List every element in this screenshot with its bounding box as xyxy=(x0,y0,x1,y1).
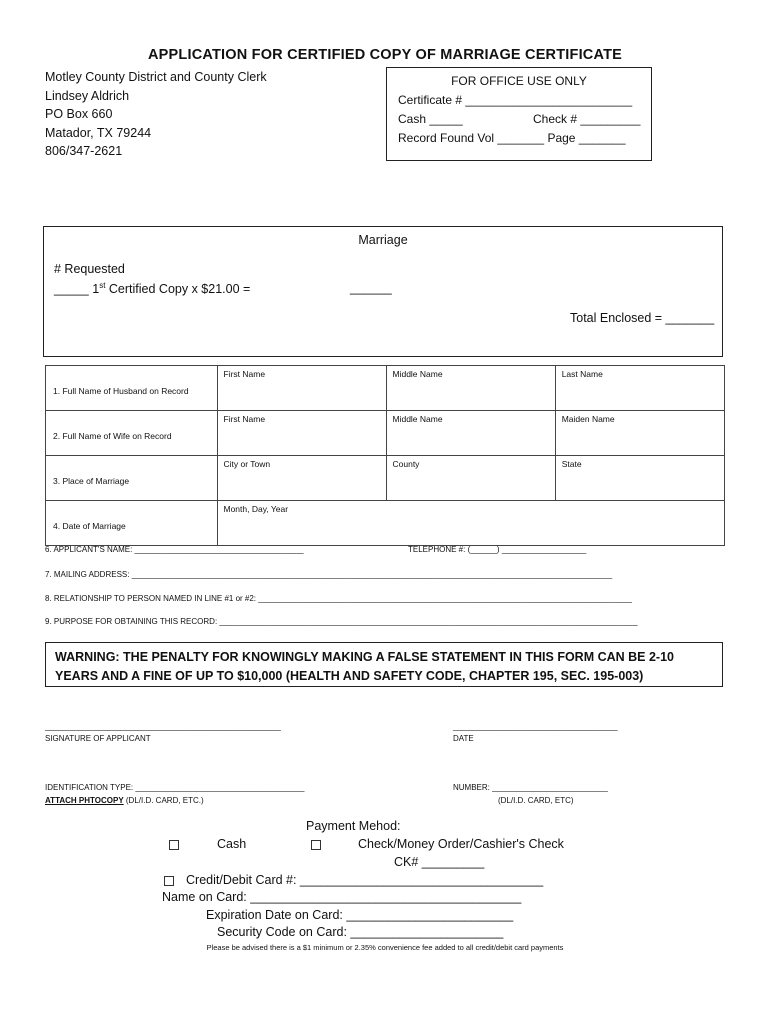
place-of-marriage-label: 3. Place of Marriage xyxy=(46,456,218,501)
relationship-field[interactable]: 8. RELATIONSHIP TO PERSON NAMED IN LINE #1 or #2: ____________________________________________________________________________________ xyxy=(45,594,632,603)
date-label: DATE xyxy=(453,734,474,743)
county-cell[interactable]: County xyxy=(386,456,555,501)
total-enclosed-field[interactable]: Total Enclosed = _______ xyxy=(570,311,715,325)
penalty-warning: WARNING: THE PENALTY FOR KNOWINGLY MAKING A FALSE STATEMENT IN THIS FORM CAN BE 2-10 YEARS AND A FINE OF UP TO $10,000 (HEALTH AND SAFETY CODE, CHAPTER 195, SEC. 195-003) xyxy=(45,642,723,687)
husband-name-label: 1. Full Name of Husband on Record xyxy=(46,366,218,411)
date-of-marriage-cell[interactable]: Month, Day, Year xyxy=(217,501,725,546)
copy-ordinal: st xyxy=(99,281,106,290)
marriage-heading: Marriage xyxy=(358,233,408,247)
check-number-field[interactable]: Check # _________ xyxy=(533,112,641,126)
record-found-field[interactable]: Record Found Vol _______ Page _______ xyxy=(398,131,626,145)
clerk-city: Matador, TX 79244 xyxy=(45,125,152,140)
id-number-field[interactable]: NUMBER: __________________________ xyxy=(453,783,608,792)
purpose-field[interactable]: 9. PURPOSE FOR OBTAINING THIS RECORD: ______________________________________________________________________________________________ xyxy=(45,617,638,626)
date-of-marriage-label: 4. Date of Marriage xyxy=(46,501,218,546)
clerk-po-box: PO Box 660 xyxy=(45,107,113,122)
telephone-field[interactable]: TELEPHONE #: (______) ___________________ xyxy=(408,545,587,554)
check-number-blank[interactable]: CK# _________ xyxy=(394,855,485,869)
attach-photocopy-note xyxy=(45,796,204,805)
table-row xyxy=(46,366,725,411)
form-title: APPLICATION FOR CERTIFIED COPY OF MARRIAGE CERTIFICATE xyxy=(148,47,622,63)
clerk-office: Motley County District and County Clerk xyxy=(45,70,267,84)
card-checkbox[interactable] xyxy=(164,876,174,886)
table-row xyxy=(46,456,725,501)
cash-option-label: Cash xyxy=(217,837,247,851)
check-checkbox[interactable] xyxy=(311,840,321,850)
marriage-request-box xyxy=(43,226,723,357)
payment-method-heading: Payment Mehod: xyxy=(306,819,401,833)
office-use-heading: FOR OFFICE USE ONLY xyxy=(451,74,587,88)
date-line[interactable]: _____________________________________ xyxy=(453,722,618,731)
name-on-card-field[interactable]: Name on Card: _______________________________________ xyxy=(162,890,522,904)
expiration-date-field[interactable]: Expiration Date on Card: ________________________ xyxy=(206,908,514,922)
security-code-field[interactable]: Security Code on Card: ______________________ xyxy=(217,925,504,939)
certificate-number-field[interactable]: Certificate # _________________________ xyxy=(398,93,633,107)
check-option-label: Check/Money Order/Cashier's Check xyxy=(358,837,564,851)
card-number-field[interactable]: Credit/Debit Card #: ___________________________________ xyxy=(186,873,544,887)
clerk-phone: 806/347-2621 xyxy=(45,144,123,159)
husband-middle-name-cell[interactable]: Middle Name xyxy=(386,366,555,411)
cash-field[interactable]: Cash _____ xyxy=(398,112,463,126)
table-row xyxy=(46,501,725,546)
clerk-address xyxy=(45,68,267,161)
mailing-address-field[interactable]: 7. MAILING ADDRESS: ____________________________________________________________________________________________________________ xyxy=(45,570,613,579)
certified-copy-line[interactable] xyxy=(54,281,250,296)
wife-middle-name-cell[interactable]: Middle Name xyxy=(386,411,555,456)
city-cell[interactable]: City or Town xyxy=(217,456,386,501)
cash-checkbox[interactable] xyxy=(169,840,179,850)
identification-type-field[interactable]: IDENTIFICATION TYPE: ______________________________________ xyxy=(45,783,305,792)
clerk-name: Lindsey Aldrich xyxy=(45,88,130,103)
copy-subtotal-blank[interactable]: ______ xyxy=(350,281,392,295)
signature-line[interactable]: _____________________________________________________ xyxy=(45,722,281,731)
attach-id-note: (DL/I.D. CARD, ETC.) xyxy=(123,796,204,805)
table-row xyxy=(46,411,725,456)
id-number-note: (DL/I.D. CARD, ETC) xyxy=(498,796,574,805)
wife-maiden-name-cell[interactable]: Maiden Name xyxy=(555,411,724,456)
wife-name-label: 2. Full Name of Wife on Record xyxy=(46,411,218,456)
state-cell[interactable]: State xyxy=(555,456,724,501)
husband-first-name-cell[interactable]: First Name xyxy=(217,366,386,411)
signature-label: SIGNATURE OF APPLICANT xyxy=(45,734,151,743)
record-details-table xyxy=(45,365,725,546)
husband-last-name-cell[interactable]: Last Name xyxy=(555,366,724,411)
copy-price-text: Certified Copy x $21.00 = xyxy=(105,282,251,297)
office-use-box xyxy=(386,67,652,161)
copy-count-blank[interactable]: _____ 1 xyxy=(54,282,100,297)
applicant-name-field[interactable]: 6. APPLICANT'S NAME: ______________________________________ xyxy=(45,545,304,554)
requested-label: # Requested xyxy=(54,262,125,276)
attach-photocopy-label: ATTACH PHTOCOPY xyxy=(45,796,124,805)
wife-first-name-cell[interactable]: First Name xyxy=(217,411,386,456)
card-fee-note: Please be advised there is a $1 minimum or 2.35% convenience fee added to all credit/debit card payments xyxy=(206,943,564,952)
